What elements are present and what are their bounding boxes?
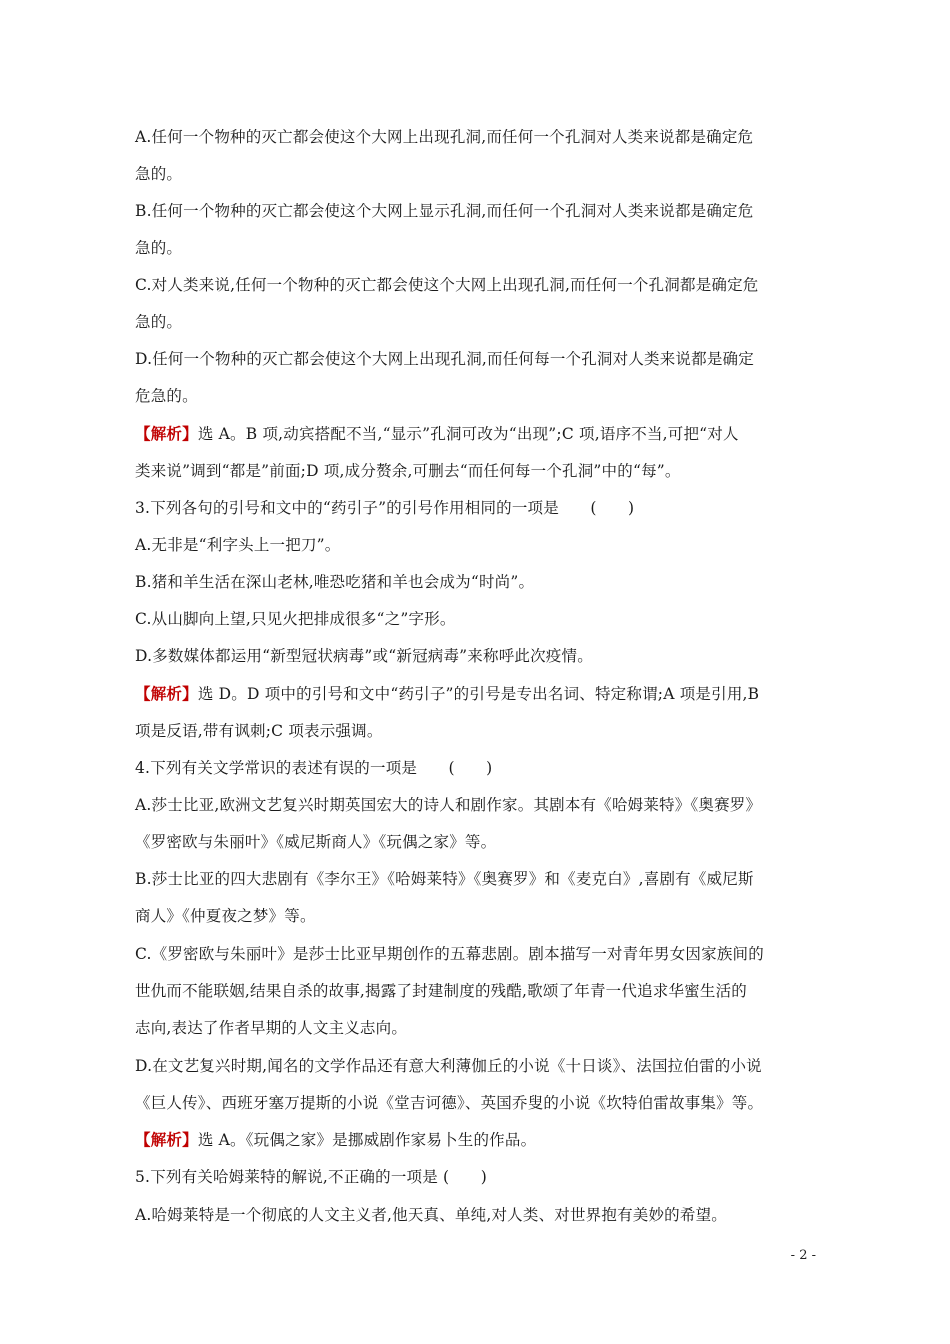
question-4-option-d-line-2: 《巨人传》、西班牙塞万提斯的小说《堂吉诃德》、英国乔叟的小说《坎特伯雷故事集》等。 (135, 1094, 764, 1112)
question-3-option-a: A.无非是“利字头上一把刀”。 (135, 536, 341, 554)
question-4-option-d-line-1: D.在文艺复兴时期,闻名的文学作品还有意大利薄伽丘的小说《十日谈》、法国拉伯雷的小说 (135, 1057, 762, 1075)
question-3-option-d: D.多数媒体都运用“新型冠状病毒”或“新冠病毒”来称呼此次疫情。 (135, 647, 593, 665)
analysis-tag: 【解析】 (135, 424, 198, 443)
question-4: 4.下列有关文学常识的表述有误的一项是 ( ) (135, 759, 493, 777)
question-3: 3.下列各句的引号和文中的“药引子”的引号作用相同的一项是 ( ) (135, 499, 635, 517)
question-3-option-b: B.猪和羊生活在深山老林,唯恐吃猪和羊也会成为“时尚”。 (135, 573, 535, 591)
analysis-text: 选 A。B 项,动宾搭配不当,“显示”孔洞可改为“出现”;C 项,语序不当,可把“对人 (197, 425, 739, 443)
analysis-text: 选 D。D 项中的引号和文中“药引子”的引号是专出名词、特定称谓;A 项是引用,B (197, 685, 760, 703)
answer-analysis-2-cont: 项是反语,带有讽刺;C 项表示强调。 (135, 722, 383, 740)
answer-analysis-1-cont: 类来说”调到“都是”前面;D 项,成分赘余,可删去“而任何每一个孔洞”中的“每”。 (135, 462, 681, 480)
question-3-option-c: C.从山脚向上望,只见火把排成很多“之”字形。 (135, 610, 456, 628)
option-a-line-1: A.任何一个物种的灭亡都会使这个大网上出现孔洞,而任何一个孔洞对人类来说都是确定危 (135, 128, 754, 146)
answer-analysis-2 (135, 683, 825, 705)
option-c-line-1: C.对人类来说,任何一个物种的灭亡都会使这个大网上出现孔洞,而任何一个孔洞都是确定危 (135, 276, 759, 294)
question-5-option-a: A.哈姆莱特是一个彻底的人文主义者,他天真、单纯,对人类、对世界抱有美妙的希望。 (135, 1206, 727, 1224)
question-4-option-b-line-2: 商人》《仲夏夜之梦》等。 (135, 907, 316, 925)
question-4-option-c-line-2: 世仇而不能联姻,结果自杀的故事,揭露了封建制度的残酷,歌颂了年青一代追求华蜜生活的 (135, 982, 747, 1000)
question-4-option-a-line-2: 《罗密欧与朱丽叶》《威尼斯商人》《玩偶之家》等。 (135, 833, 497, 851)
analysis-tag: 【解析】 (135, 684, 198, 703)
option-d-line-1: D.任何一个物种的灭亡都会使这个大网上出现孔洞,而任何每一个孔洞对人类来说都是确定 (135, 350, 754, 368)
answer-analysis-3 (135, 1129, 825, 1151)
question-4-option-c-line-3: 志向,表达了作者早期的人文主义志向。 (135, 1019, 408, 1037)
question-4-option-c-line-1: C.《罗密欧与朱丽叶》是莎士比亚早期创作的五幕悲剧。剧本描写一对青年男女因家族间的 (135, 945, 764, 963)
question-4-option-a-line-1: A.莎士比亚,欧洲文艺复兴时期英国宏大的诗人和剧作家。其剧本有《哈姆莱特》《奥赛罗》 (135, 796, 762, 814)
option-a-line-2: 急的。 (135, 165, 183, 183)
option-d-line-2: 危急的。 (135, 387, 198, 405)
option-b-line-1: B.任何一个物种的灭亡都会使这个大网上显示孔洞,而任何一个孔洞对人类来说都是确定危 (135, 202, 754, 220)
analysis-text: 选 A。《玩偶之家》是挪威剧作家易卜生的作品。 (197, 1131, 537, 1149)
option-c-line-2: 急的。 (135, 313, 183, 331)
question-4-option-b-line-1: B.莎士比亚的四大悲剧有《李尔王》《哈姆莱特》《奥赛罗》和《麦克白》,喜剧有《威尼斯 (135, 870, 754, 888)
page-number: - 2 - (790, 1248, 816, 1263)
answer-analysis-1 (135, 423, 825, 445)
analysis-tag: 【解析】 (135, 1130, 198, 1149)
question-5: 5.下列有关哈姆莱特的解说,不正确的一项是 ( ) (135, 1168, 487, 1186)
option-b-line-2: 急的。 (135, 239, 183, 257)
